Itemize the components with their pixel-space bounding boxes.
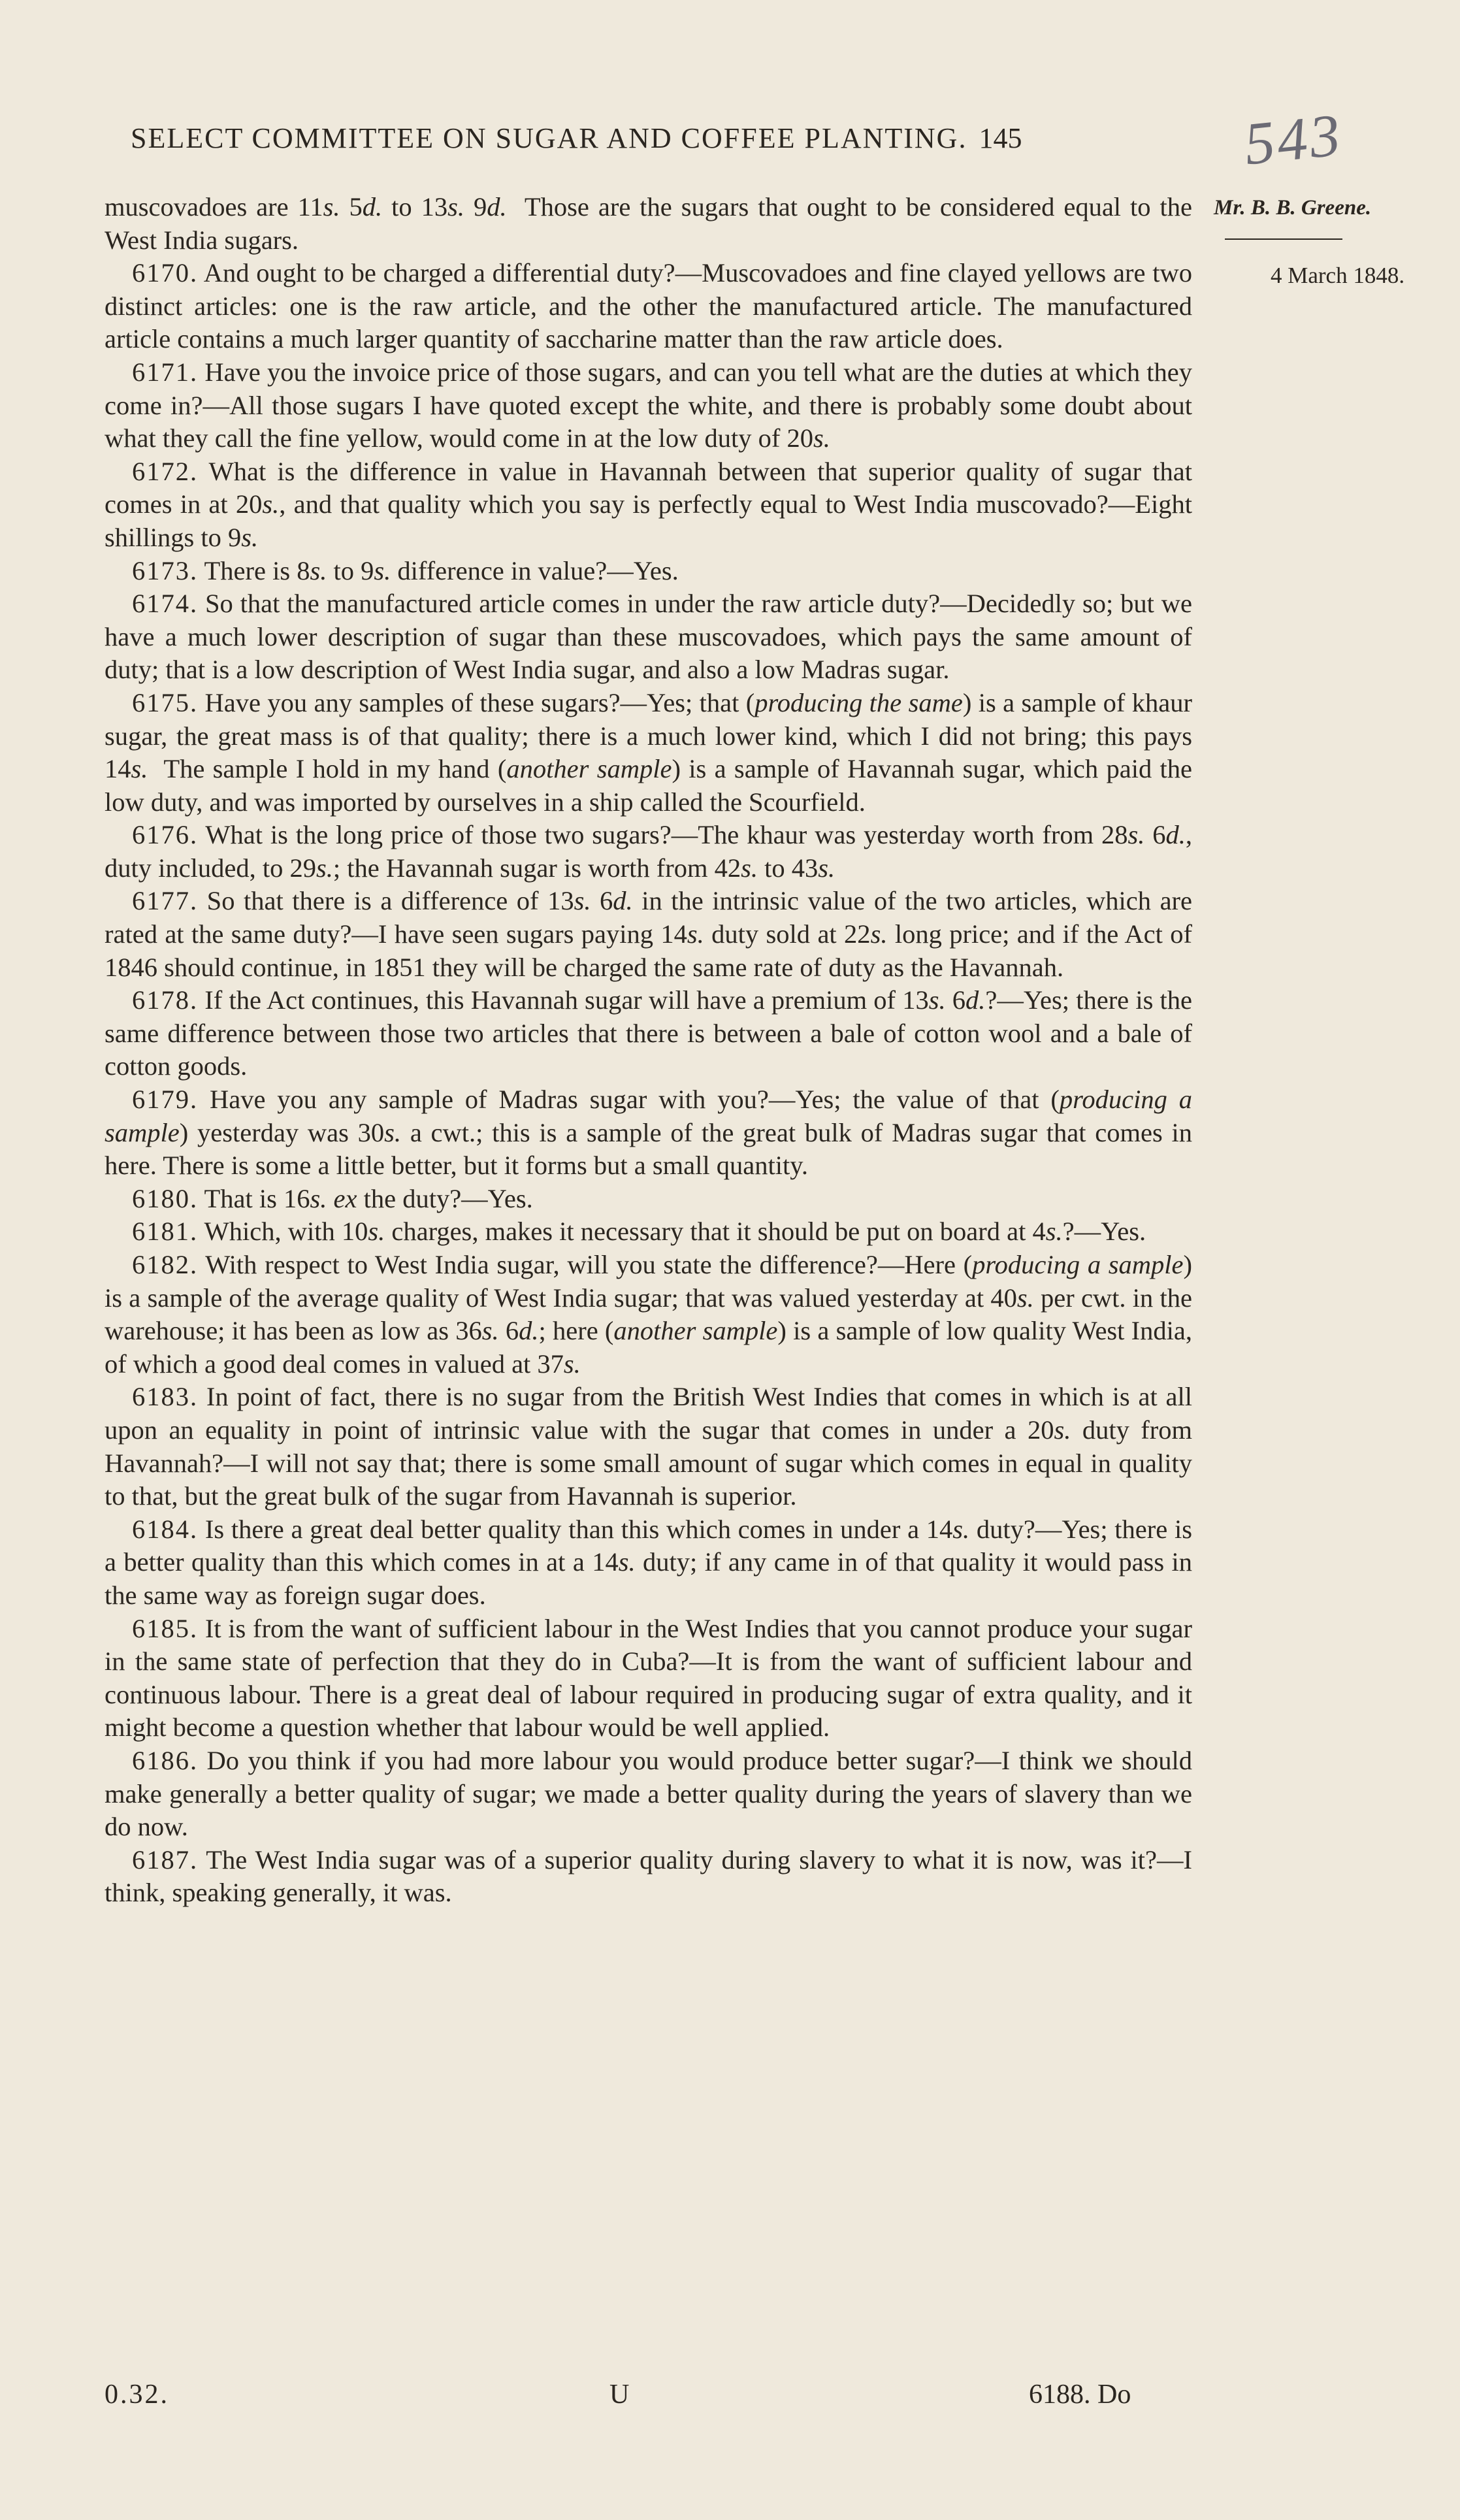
testimony-paragraph: 6178. If the Act continues, this Havannah sugar will have a premium of 13s. 6d.?—Yes; there is the same difference between those two articles that there is between a bale of cotton wool and a bale of cotton goods.	[105, 985, 1192, 1081]
witness-name: Mr. B. B. Greene.	[1214, 196, 1372, 220]
testimony-paragraph: 6184. Is there a great deal better quality than this which comes in under a 14s. duty?—Yes; there is a better quality than this which comes in at a 14s. duty; if any came in of that quality it would pass in the same way as foreign sugar does.	[105, 1514, 1192, 1610]
testimony-paragraph: 6182. With respect to West India sugar, will you state the difference?—Here (producing a sample) is a sample of the average quality of West India sugar; that was valued yesterday at 40s. per cwt. in the warehouse; it has been as low as 36s. 6d.; here (another sample) is a sample of low quality West India, of which a good deal comes in valued at 37s.	[105, 1250, 1193, 1379]
margin-rule	[1225, 238, 1342, 240]
testimony-date: 4 March 1848.	[1271, 263, 1405, 288]
header-title: SELECT COMMITTEE ON SUGAR AND COFFEE PLANTING.	[131, 122, 967, 154]
testimony-paragraph: muscovadoes are 11s. 5d. to 13s. 9d. Those are the sugars that ought to be considered equal to the West India sugars.	[105, 192, 1193, 255]
testimony-paragraph: 6186. Do you think if you had more labour you would produce better sugar?—I think we should make generally a better quality of sugar; we made a better quality during the years of slavery than we do now.	[105, 1745, 1192, 1842]
testimony-paragraph: 6183. In point of fact, there is no sugar from the British West Indies that comes in which is at all upon an equality in point of intrinsic value with the sugar that comes in under a 20s. duty from Havannah?—I will not say that; there is some small amount of sugar which comes in equal in quality to that, but the great bulk of the sugar from Havannah is superior.	[105, 1382, 1192, 1511]
testimony-paragraph: 6175. Have you any samples of these sugars?—Yes; that (producing the same) is a sample of khaur sugar, the great mass is of that quality; there is a much lower kind, which I did not bring; this pays 14s. The sample I hold in my hand (another sample) is a sample of Havannah sugar, which paid the low duty, and was imported by ourselves in a ship called the Scourfield.	[105, 687, 1193, 817]
footer-signature-mark: U	[609, 2380, 630, 2410]
testimony-body	[105, 191, 1192, 1910]
footer-sheet-number: 0.32.	[105, 2380, 169, 2410]
testimony-paragraph: 6187. The West India sugar was of a superior quality during slavery to what it is now, was it?—I think, speaking generally, it was.	[105, 1844, 1192, 1908]
page-number: 145	[979, 122, 1022, 154]
testimony-paragraph: 6179. Have you any sample of Madras sugar with you?—Yes; the value of that (producing a sample) yesterday was 30s. a cwt.; this is a sample of the great bulk of Madras sugar that comes in here. There is some a little better, but it forms but a small quantity.	[105, 1085, 1192, 1181]
handwritten-folio-number: 543	[1241, 101, 1346, 178]
testimony-paragraph: 6172. What is the difference in value in Havannah between that superior quality of sugar that comes in at 20s., and that quality which you say is perfectly equal to West India muscovado?—Eight shillings to 9s.	[105, 456, 1192, 552]
testimony-paragraph: 6181. Which, with 10s. charges, makes it necessary that it should be put on board at 4s.?—Yes.	[132, 1217, 1146, 1247]
testimony-paragraph: 6173. There is 8s. to 9s. difference in value?—Yes.	[132, 555, 679, 585]
testimony-paragraph: 6185. It is from the want of sufficient labour in the West Indies that you cannot produce your sugar in the same state of perfection that they do in Cuba?—It is from the want of sufficient labour and continuous labour. There is a great deal of labour required in producing sugar of extra quality, and it might become a question whether that labour would be well applied.	[105, 1613, 1192, 1743]
testimony-paragraph: 6174. So that the manufactured article comes in under the raw article duty?—Decidedly so; but we have a much lower description of sugar than these muscovadoes, which pays the same amount of duty; that is a low description of West India sugar, and also a low Madras sugar.	[105, 589, 1192, 685]
testimony-paragraph: 6171. Have you the invoice price of those sugars, and can you tell what are the duties at which they come in?—All those sugars I have quoted except the white, and there is probably some doubt about what they call the fine yellow, would come in at the low duty of 20s.	[105, 357, 1192, 453]
testimony-paragraph: 6177. So that there is a difference of 13s. 6d. in the intrinsic value of the two articles, which are rated at the same duty?—I have seen sugars paying 14s. duty sold at 22s. long price; and if the Act of 1846 should continue, in 1851 they will be charged the same rate of duty as the Havannah.	[105, 886, 1193, 982]
testimony-paragraph: 6176. What is the long price of those two sugars?—The khaur was yesterday worth from 28s. 6d., duty included, to 29s.; the Havannah sugar is worth from 42s. to 43s.	[105, 820, 1192, 883]
testimony-paragraph: 6180. That is 16s. ex the duty?—Yes.	[132, 1183, 533, 1213]
running-header	[131, 122, 1195, 155]
testimony-paragraph: 6170. And ought to be charged a differential duty?—Muscovadoes and fine clayed yellows are two distinct articles: one is the raw article, and the other the manufactured article. The manufactured article contains a much larger quantity of saccharine matter than the raw article does.	[105, 258, 1192, 354]
footer-catchword: 6188. Do	[1029, 2380, 1131, 2410]
